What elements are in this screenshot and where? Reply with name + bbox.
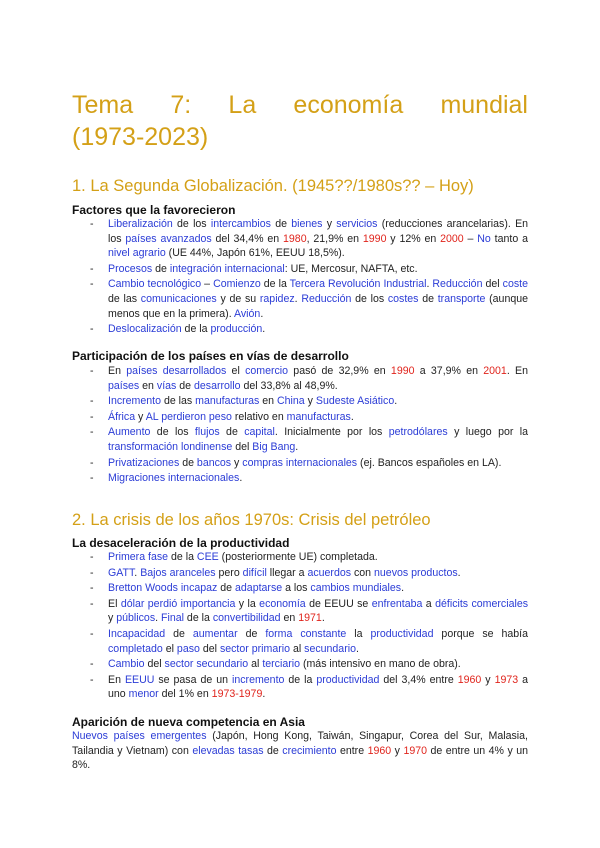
text-run: . xyxy=(294,292,302,305)
keyword-highlight: públicos xyxy=(116,612,156,625)
keyword-highlight: Bretton Woods incapaz xyxy=(108,582,218,595)
text-run: pasó de 32,9% en xyxy=(288,365,391,377)
text-run: de la xyxy=(183,612,213,625)
text-run: de xyxy=(165,627,193,640)
text-run: a los xyxy=(282,582,311,595)
list-item xyxy=(72,456,528,471)
dash-bullet-icon: - xyxy=(90,582,94,595)
text-run: de la xyxy=(284,673,317,686)
keyword-highlight: Nuevos países emergentes xyxy=(72,730,207,742)
text-run: y xyxy=(304,395,316,408)
text-run: de EEUU se xyxy=(305,597,372,610)
text-run: se pasa de un xyxy=(154,673,232,686)
text-run: y xyxy=(135,410,146,423)
keyword-highlight: GATT xyxy=(108,566,135,579)
list-item xyxy=(72,550,528,565)
section-1-heading: 1. La Segunda Globalización. (1945??/1980s?? – Hoy) xyxy=(72,177,474,195)
keyword-highlight: Cambio tecnológico xyxy=(108,278,202,291)
text-run: y la xyxy=(235,597,260,610)
keyword-highlight: completado xyxy=(108,642,163,655)
text-run: (posteriormente UE) completada. xyxy=(218,551,378,563)
keyword-highlight: integración internacional xyxy=(169,262,285,275)
keyword-highlight: sector secundario xyxy=(164,658,249,671)
keyword-highlight: difícil xyxy=(242,566,267,579)
section-2-heading: 2. La crisis de los años 1970s: Crisis del petróleo xyxy=(72,511,431,529)
text-run: . xyxy=(457,566,461,579)
text-run: En xyxy=(108,673,125,686)
keyword-highlight: Reducción xyxy=(432,278,483,291)
dash-bullet-icon: - xyxy=(90,456,94,469)
text-run: de las xyxy=(108,292,141,305)
text-run: : UE, Mercosur, NAFTA, etc. xyxy=(284,262,418,275)
year-highlight: 1973-1979 xyxy=(211,688,263,701)
keyword-highlight: Tercera Revolución Industrial xyxy=(289,278,427,291)
text-run: y xyxy=(322,218,337,230)
keyword-highlight: Migraciones internacionales xyxy=(108,472,240,485)
keyword-highlight: Big Bang xyxy=(252,440,296,453)
keyword-highlight: costes xyxy=(387,292,419,305)
list-item xyxy=(72,277,528,321)
year-highlight: 1971 xyxy=(298,612,322,625)
text-run: y xyxy=(108,612,117,625)
text-run: – xyxy=(201,278,214,291)
list-item xyxy=(72,673,528,702)
text-run: de xyxy=(237,627,266,640)
year-highlight: 2000 xyxy=(440,232,464,245)
section-2-sub-1-heading: La desaceleración de la productividad xyxy=(72,536,290,550)
keyword-highlight: aumentar xyxy=(192,627,238,640)
keyword-highlight: Final xyxy=(161,612,184,625)
keyword-highlight: Incapacidad xyxy=(108,627,166,640)
year-highlight: 1990 xyxy=(362,232,387,245)
text-run: – xyxy=(463,232,478,245)
keyword-highlight: productividad xyxy=(370,627,434,640)
keyword-highlight: países desarrollados xyxy=(126,365,227,377)
list-item xyxy=(72,410,528,425)
keyword-highlight: Privatizaciones xyxy=(108,456,180,469)
dash-bullet-icon: - xyxy=(90,278,94,291)
keyword-highlight: comunicaciones xyxy=(140,292,217,305)
keyword-highlight: cambios mundiales xyxy=(310,582,402,595)
keyword-highlight: flujos xyxy=(194,426,220,439)
keyword-highlight: manufacturas xyxy=(286,410,351,423)
dash-bullet-icon: - xyxy=(90,673,94,686)
dash-bullet-icon: - xyxy=(90,658,94,671)
keyword-highlight: Primera fase xyxy=(108,551,169,563)
keyword-highlight: Liberalización xyxy=(108,218,173,230)
keyword-highlight: petrodólares xyxy=(388,426,448,439)
text-run: en xyxy=(139,379,157,392)
section-2-sub-2-heading: Aparición de nueva competencia en Asia xyxy=(72,715,305,729)
keyword-highlight: elevadas tasas xyxy=(192,744,264,757)
text-run: a xyxy=(422,597,436,610)
list-item xyxy=(72,322,528,337)
keyword-highlight: dólar perdió importancia xyxy=(120,597,236,610)
keyword-highlight: Incremento xyxy=(108,395,161,408)
list-item xyxy=(72,566,528,581)
text-run: y xyxy=(231,456,243,469)
text-run: del xyxy=(199,642,220,655)
text-run: pero xyxy=(215,566,243,579)
text-run: tanto a xyxy=(490,232,528,245)
keyword-highlight: paso xyxy=(176,642,200,655)
text-run: de xyxy=(219,426,245,439)
keyword-highlight: economía xyxy=(259,597,306,610)
text-run: del xyxy=(482,278,503,291)
keyword-highlight: rapidez xyxy=(259,292,295,305)
section-1-sub-1-heading: Factores que la favorecieron xyxy=(72,203,236,217)
keyword-highlight: No xyxy=(477,232,491,245)
year-highlight: 1970 xyxy=(403,744,428,757)
keyword-highlight: nuevos productos xyxy=(374,566,458,579)
text-run: entre xyxy=(336,744,368,757)
text-run: . xyxy=(262,688,266,701)
keyword-highlight: EEUU xyxy=(124,673,155,686)
text-run: el xyxy=(162,642,177,655)
text-run: . En xyxy=(506,365,528,377)
keyword-highlight: Sudeste Asiático xyxy=(315,395,395,408)
text-run: . xyxy=(350,410,354,423)
year-highlight: 1973 xyxy=(494,673,519,686)
keyword-highlight: Deslocalización xyxy=(108,323,182,336)
keyword-highlight: forma constante xyxy=(265,627,347,640)
text-run: del 33,8% al 48,9%. xyxy=(240,379,338,392)
text-run: . xyxy=(262,323,266,336)
section-1-sub-2-heading: Participación de los países en vías de desarrollo xyxy=(72,349,349,363)
text-run: (ej. Bancos españoles en LA). xyxy=(357,456,502,469)
keyword-highlight: producción xyxy=(210,323,263,336)
text-run: del xyxy=(232,440,253,453)
page-title: Tema 7: La economía mundial xyxy=(72,91,528,119)
keyword-highlight: países avanzados xyxy=(125,232,212,245)
dash-bullet-icon: - xyxy=(90,395,94,408)
text-run: (más intensivo en mano de obra). xyxy=(300,658,461,671)
dash-bullet-icon: - xyxy=(90,323,94,336)
keyword-highlight: Comienzo xyxy=(213,278,261,291)
keyword-highlight: CEE xyxy=(196,551,219,563)
text-run: , 21,9% en xyxy=(306,232,363,245)
text-run: de los xyxy=(351,292,388,305)
section-1-sub-1-list xyxy=(72,217,528,338)
text-run: . xyxy=(401,582,405,595)
list-item xyxy=(72,581,528,596)
text-run: . xyxy=(394,395,398,408)
text-run: de los xyxy=(150,426,195,439)
text-run: . xyxy=(155,612,162,625)
keyword-highlight: sector primario xyxy=(219,642,290,655)
text-run: de las xyxy=(161,395,196,408)
list-item xyxy=(72,364,528,393)
keyword-highlight: menor xyxy=(128,688,159,701)
text-run: al xyxy=(248,658,263,671)
text-run: de la xyxy=(260,278,290,291)
text-run: de entre un 4% y un 8%. xyxy=(72,744,529,772)
text-run: de los xyxy=(172,218,211,230)
text-run: (UE 44%, Japón 61%, EEUU 18,5%). xyxy=(165,247,345,260)
text-run: . xyxy=(239,472,243,485)
text-run: (Japón, Hong Kong, Taiwán, Singapur, Corea del Sur, Malasia, Tailandia y Vietnam) con xyxy=(72,730,528,757)
text-run: en xyxy=(280,612,299,625)
dash-bullet-icon: - xyxy=(90,566,94,579)
text-run: del 3,4% entre xyxy=(379,673,458,686)
text-run: (aunque menos que en la primera). xyxy=(108,292,529,320)
text-run: al xyxy=(290,642,305,655)
keyword-highlight: incremento xyxy=(232,673,285,686)
keyword-highlight: capital xyxy=(244,426,275,439)
text-run: a uno xyxy=(108,673,529,701)
text-run: y luego por la xyxy=(447,426,529,439)
text-run: (reducciones arancelarias). En los xyxy=(108,218,529,245)
text-run: porque se había xyxy=(433,627,529,640)
keyword-highlight: China xyxy=(277,395,305,408)
text-run: . xyxy=(295,440,299,453)
list-item xyxy=(72,627,528,656)
dash-bullet-icon: - xyxy=(90,218,94,230)
keyword-highlight: Avión xyxy=(234,307,261,320)
dash-bullet-icon: - xyxy=(90,597,94,610)
text-run: . xyxy=(355,642,359,655)
keyword-highlight: Bajos aranceles xyxy=(140,566,216,579)
text-run: El xyxy=(108,597,121,610)
keyword-highlight: Aumento xyxy=(108,426,151,439)
keyword-highlight: transformación londinense xyxy=(108,440,233,453)
keyword-highlight: bienes xyxy=(291,218,323,230)
text-run: de la xyxy=(168,551,197,563)
text-run: . xyxy=(321,612,325,625)
keyword-highlight: manufacturas xyxy=(195,395,260,408)
section-2-sub-2-paragraph xyxy=(72,729,528,773)
section-1-sub-2-list xyxy=(72,364,528,487)
keyword-highlight: adaptarse xyxy=(235,582,283,595)
keyword-highlight: secundario xyxy=(304,642,356,655)
keyword-highlight: AL perdieron peso xyxy=(145,410,232,423)
keyword-highlight: servicios xyxy=(336,218,378,230)
dash-bullet-icon: - xyxy=(90,365,94,377)
year-highlight: 1980 xyxy=(283,232,307,245)
text-run: y de su xyxy=(216,292,260,305)
text-run: a 37,9% en xyxy=(414,365,484,377)
text-run: de xyxy=(217,582,236,595)
keyword-highlight: comercio xyxy=(245,365,289,377)
keyword-highlight: Cambio xyxy=(108,658,145,671)
text-run: en xyxy=(259,395,278,408)
text-run: . Inicialmente por los xyxy=(274,426,389,439)
year-highlight: 2001 xyxy=(483,365,507,377)
text-run: de la xyxy=(181,323,211,336)
keyword-highlight: crecimiento xyxy=(282,744,337,757)
text-run: llegar a xyxy=(266,566,308,579)
keyword-highlight: vías xyxy=(156,379,177,392)
text-run: y xyxy=(391,744,404,757)
text-run: . xyxy=(134,566,141,579)
text-run: la xyxy=(346,627,371,640)
text-run: . xyxy=(260,307,264,320)
text-run: del 1% en xyxy=(158,688,212,701)
year-highlight: 1960 xyxy=(367,744,392,757)
keyword-highlight: Reducción xyxy=(301,292,352,305)
year-highlight: 1960 xyxy=(457,673,482,686)
keyword-highlight: transporte xyxy=(437,292,486,305)
text-run: el xyxy=(226,365,246,377)
dash-bullet-icon: - xyxy=(90,410,94,423)
keyword-highlight: terciario xyxy=(262,658,300,671)
page-title-years: (1973-2023) xyxy=(72,123,209,151)
keyword-highlight: nivel agrario xyxy=(108,247,166,260)
dash-bullet-icon: - xyxy=(90,627,94,640)
keyword-highlight: déficits comerciales xyxy=(435,597,529,610)
dash-bullet-icon: - xyxy=(90,426,94,439)
text-run: En xyxy=(108,365,127,377)
text-run: y xyxy=(481,673,495,686)
keyword-highlight: bancos xyxy=(196,456,232,469)
keyword-highlight: intercambios xyxy=(210,218,271,230)
keyword-highlight: Procesos xyxy=(108,262,153,275)
text-run: del 34,4% en xyxy=(211,232,284,245)
list-item xyxy=(72,471,528,486)
text-run: de xyxy=(418,292,438,305)
keyword-highlight: convertibilidad xyxy=(212,612,281,625)
keyword-highlight: enfrentaba xyxy=(371,597,423,610)
list-item xyxy=(72,597,528,626)
keyword-highlight: coste xyxy=(502,278,528,291)
dash-bullet-icon: - xyxy=(90,262,94,275)
section-2-sub-1-list xyxy=(72,550,528,703)
text-run: de xyxy=(176,379,194,392)
text-run: y 12% en xyxy=(386,232,441,245)
text-run: de xyxy=(152,262,170,275)
keyword-highlight: compras internacionales xyxy=(242,456,358,469)
keyword-highlight: productividad xyxy=(316,673,380,686)
text-run: . xyxy=(426,278,433,291)
keyword-highlight: desarrollo xyxy=(194,379,241,392)
list-item xyxy=(72,425,528,454)
text-run: de xyxy=(179,456,197,469)
list-item xyxy=(72,262,528,277)
list-item xyxy=(72,217,528,261)
dash-bullet-icon: - xyxy=(90,472,94,485)
list-item xyxy=(72,394,528,409)
text-run: con xyxy=(351,566,375,579)
text-run: relativo en xyxy=(231,410,287,423)
keyword-highlight: acuerdos xyxy=(307,566,352,579)
text-run: de xyxy=(263,744,283,757)
keyword-highlight: África xyxy=(108,410,136,423)
year-highlight: 1990 xyxy=(390,365,415,377)
text-run: del xyxy=(144,658,165,671)
keyword-highlight: países xyxy=(108,379,140,392)
list-item xyxy=(72,657,528,672)
dash-bullet-icon: - xyxy=(90,551,94,563)
text-run: de xyxy=(270,218,292,230)
